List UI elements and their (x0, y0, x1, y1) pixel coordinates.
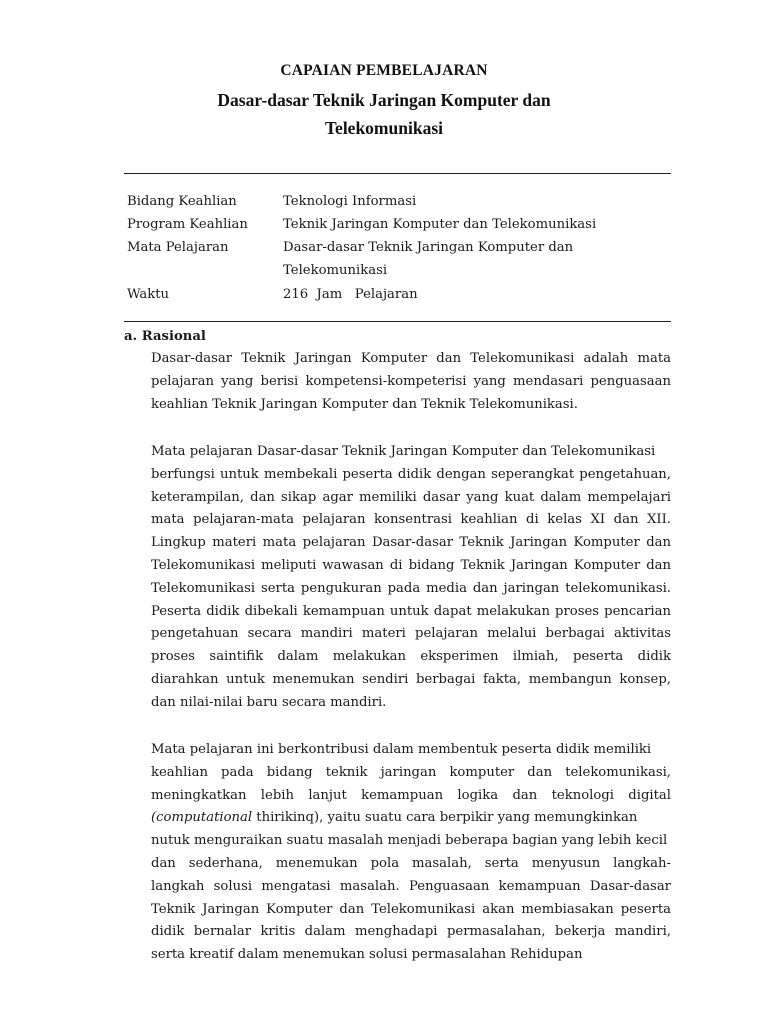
document-subtitle-line1: Dasar-dasar Teknik Jaringan Komputer dan (217, 90, 551, 110)
italic-term: (computational (151, 810, 253, 826)
text-line: langkah solusi mengatasi masalah. Penguasaan kemampuan Dasar-dasar (151, 878, 671, 894)
meta-value: Teknologi Informasi (283, 194, 417, 209)
text-line: pelajaran yang berisi kompetensi-kompeterisi yang mendasari penguasaan (151, 373, 671, 389)
text-line: Peserta didik dibekali kemampuan untuk dapat melakukan proses pencarian (151, 603, 671, 619)
text-line: dan sederhana, menemukan pola masalah, serta menyusun langkah- (151, 855, 671, 871)
paragraph-3 (151, 739, 671, 967)
text-line-mixed (151, 807, 671, 830)
text-line: Mata pelajaran ini berkontribusi dalam membentuk peserta didik memiliki (151, 742, 652, 757)
text-line: berfungsi untuk membekali peserta didik dengan seperangkat pengetahuan, (151, 466, 671, 482)
meta-label: Bidang Keahlian (127, 194, 237, 209)
text-line: nutuk menguraikan suatu masalah menjadi beberapa bagian yang lebih kecil (151, 833, 668, 849)
text-line: Mata pelajaran Dasar-dasar Teknik Jaringan Komputer dan Telekomunikasi (151, 444, 656, 459)
text-line: Telekomunikasi meliputi wawasan di bidang Teknik Jaringan Komputer dan (151, 557, 671, 573)
text-line: mata pelajaran-mata pelajaran konsentrasi keahlian di kelas XI dan XII. (151, 512, 671, 528)
text-line: keahlian pada bidang teknik jaringan komputer dan telekomunikasi, (151, 764, 671, 780)
text-line: Teknik Jaringan Komputer dan Telekomunikasi akan membiasakan peserta (151, 901, 671, 917)
text-line: proses saintifik dalam melakukan eksperimen ilmiah, peserta didik (151, 649, 671, 665)
text-line: dan nilai-nilai baru secara mandiri. (151, 694, 387, 710)
section-heading: a. Rasional (124, 329, 206, 344)
text-line: diarahkan untuk menemukan sendiri berbagai fakta, membangun konsep, (151, 671, 671, 687)
meta-label: Program Keahlian (127, 217, 248, 232)
text-line-rest: thirikinq), yaitu suatu cara berpikir yang memungkinkan (252, 810, 638, 826)
text-line: keahlian Teknik Jaringan Komputer dan Teknik Telekomunikasi. (151, 396, 578, 412)
text-line: Dasar-dasar Teknik Jaringan Komputer dan Telekomunikasi adalah mata (151, 351, 671, 366)
bottom-divider (124, 321, 671, 322)
text-line: meningkatkan lebih lanjut kemampuan logika dan teknologi digital (151, 787, 671, 803)
document-title: CAPAIAN PEMBELAJARAN (280, 62, 488, 79)
meta-value: Telekomunikasi (283, 263, 388, 278)
meta-label: Mata Pelajaran (127, 240, 229, 255)
text-line: keterampilan, dan sikap agar memiliki dasar yang kuat dalam mempelajari (151, 489, 671, 505)
paragraph-1 (151, 348, 671, 416)
text-line: pengetahuan secara mandiri materi pelajaran melalui berbagai aktivitas (151, 626, 671, 642)
paragraph-2 (151, 441, 671, 715)
document-subtitle-line2: Telekomunikasi (324, 118, 443, 138)
meta-value: Teknik Jaringan Komputer dan Telekomunikasi (283, 217, 597, 232)
text-line: Lingkup materi mata pelajaran Dasar-dasar Teknik Jaringan Komputer dan (151, 535, 671, 551)
top-divider (124, 173, 671, 174)
meta-label: Waktu (127, 287, 170, 302)
meta-value: 216 Jam Pelajaran (283, 287, 418, 302)
meta-value: Dasar-dasar Teknik Jaringan Komputer dan (283, 240, 574, 255)
text-line: Telekomunikasi serta pengukuran pada media dan jaringan telekomunikasi. (151, 580, 671, 596)
text-line: didik bernalar kritis dalam menghadapi permasalahan, bekerja mandiri, (151, 924, 671, 940)
text-line: serta kreatif dalam menemukan solusi permasalahan Rehidupan (151, 947, 583, 963)
